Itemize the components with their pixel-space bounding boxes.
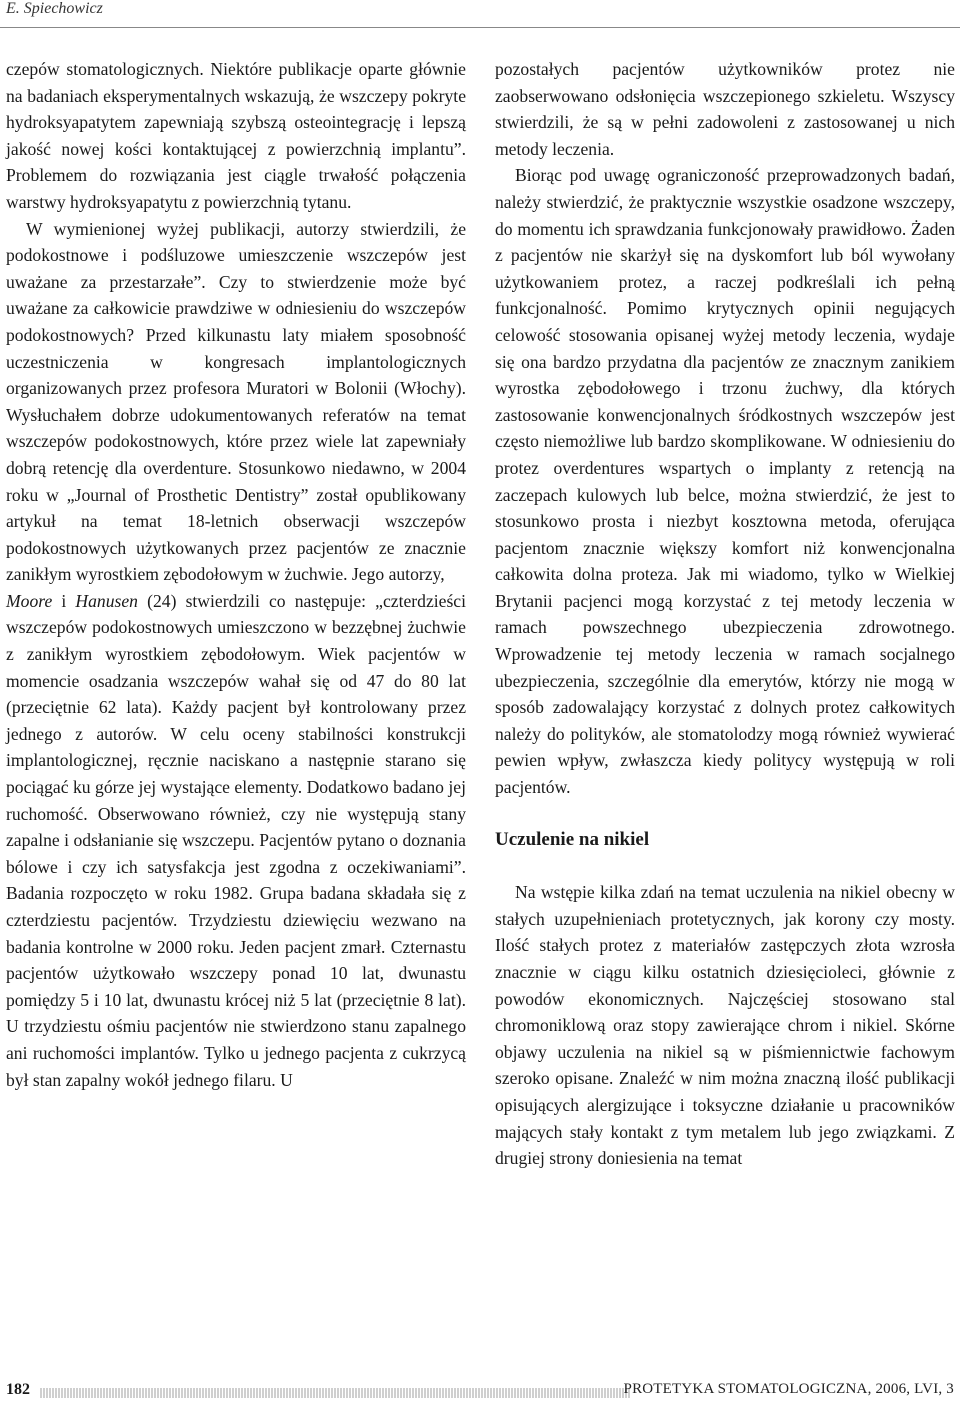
right-column	[495, 56, 955, 1172]
section-heading: Uczulenie na nikiel	[495, 828, 650, 850]
left-paragraph-1: czepów stomatologicznych. Niektóre publikacje oparte głównie na badaniach eksperymentalnych wskazują, że wszczepy pokryte hydroksyapatytem zapewniają szybszą osteointegrację i lepszą jakość nowej kości kontaktującej z powierzchnią implantu”. Problemem do rozwiązania jest ciągle trwałość połączenia warstwy hydroksyapatytu z powierzchnią tytanu.	[6, 59, 466, 212]
right-paragraph-1: pozostałych pacjentów użytkowników protez nie zaobserwowano odsłonięcia wszczepionego szkieletu. Wszyscy stwierdzili, że są w pełni zadowoleni z zastosowanej u nich metody leczenia.	[495, 59, 955, 159]
left-paragraph-2-continuation: (24) stwierdzili co następuje: „czterdzieści wszczepów podokostnowych umieszczono w bezzębnej żuchwie z zanikłym wyrostkiem zębodołowym. Wiek pacjentów w momencie osadzania wszczepów wahał się od 47 do 80 lat (przeciętnie 62 lata). Każdy pacjent był kontrolowany przez jednego z autorów. W celu oceny stabilności konstrukcji implantologicznej, ręcznie naciskano a następnie starano się pociągać ku górze jej wystające elementy. Dodatkowo badano jej ruchomość. Obserwowano również, czy nie występują stany zapalne i odsłanianie się wszczepu. Pacjentów pytano o doznania bólowe i czy ich satysfakcja jest zgodna z oczekiwaniami”. Badania rozpoczęto w roku 1982. Grupa badana składała się z czterdziestu pacjentów. Trzydziestu dziewięciu wezwano na badania kontrolne w 2000 roku. Jeden pacjent zmarł. Czternastu pacjentów użytkowało wszczepy ponad 10 lat, dwunastu pomiędzy 5 i 10 lat, dwunastu krócej niż 5 lat (przeciętnie 8 lat). U trzydziestu ośmiu pacjentów nie stwierdzono stanu zapalnego ani ruchomości implantów. Tylko u jednego pacjenta z cukrzycą był stan zapalny wokół jednego filaru. U	[6, 590, 466, 1090]
author-moore: Moore	[6, 590, 53, 611]
section-paragraph: Na wstępie kilka zdań na temat uczulenia na nikiel obecny w stałych uzupełnieniach protetycznych, jak korony czy mosty. Ilość stałych protez z materiałów zastępczych złota wzrosła znacznie w ciągu kilku ostatnich dziesięcioleci, głównie z powodów ekonomicznych. Najczęściej stosowano stal chromoniklową oraz stopy zawierające chrom i nikiel. Skórne objawy uczulenia na nikiel są w piśmiennictwie fachowym szeroko opisane. Znaleźć w nim można znaczną ilość publikacji opisujących alergizujące i toksyczne działanie u pracowników mających stały kontakt z tym metalem lub jego związkami. Z drugiej strony doniesienia na temat	[495, 882, 955, 1169]
author-conjunction: i	[52, 590, 76, 611]
left-paragraph-2-text: W wymienionej wyżej publikacji, autorzy stwierdzili, że podokostnowe i podśluzowe umieszczenie wszczepów jest uważane za przestarzałe”. Czy to stwierdzenie może być uważane za całkowicie prawdziwe w odniesieniu do wszczepów podokostnowych? Przed kilkunastu laty miałem sposobność uczestniczenia w kongresach implantologicznych organizowanych przez profesora Muratori w Bolonii (Włochy). Wysłuchałem dobrze udokumentowanych referatów na temat wszczepów podokostnowych, które przez wiele lat zapewniały dobrą retencję dla overdenture. Stosunkowo niedawno, w 2004 roku w „Journal of Prosthetic Dentistry” został opublikowany artykuł na temat 18-letnich obserwacji wszczepów podokostnowych użytkowanych przez pacjentów ze znacznie zanikłym wyrostkiem zębodołowym w żuchwie. Jego autorzy,	[6, 218, 466, 585]
left-column	[6, 56, 466, 1093]
right-paragraph-2: Biorąc pod uwagę ograniczoność przeprowadzonych badań, należy stwierdzić, że praktycznie wszystkie osadzone wszczepy, do momentu ich sprawdzania funkcjonowały prawidłowo. Żaden z pacjentów nie skarżył się na dyskomfort lub ból wywołany użytkowaniem protez, a raczej podkreślali ich pełną funkcjonalność. Pomimo krytycznych opinii negujących celowość stosowania opisanej wyżej metody leczenia, wydaje się ona bardzo przydatna dla pacjentów ze znacznym zanikiem wyrostka zębodołowego i trzonu żuchwy, dla których zastosowanie konwencjonalnych śródkostnych wszczepów jest często niemożliwe lub bardzo skomplikowane. W odniesieniu do protez overdentures wspartych o implanty z retencją na zaczepach kulowych lub belce, można stwierdzić, że jest to stosunkowo prosta i niezbyt kosztowna metoda, oferująca pacjentom znacznie większy komfort niż konwencjonalna całkowita dolna proteza. Jak mi wiadomo, tylko w Wielkiej Brytanii pacjenci mogą korzystać z tej metody leczenia w ramach powszechnego ubezpieczenia zdrowotnego. Wprowadzenie tej metody leczenia w ramach socjalnego ubezpieczenia, szczególnie dla emerytów, którzy nie mogą w sposób zadowalający korzystać z dolnych protez całkowitych należy do polityków, ale stomatolodzy mogą również wywierać pewien wpływ, zwłaszcza kiedy politycy występują w roli pacjentów.	[495, 165, 955, 798]
journal-citation: PROTETYKA STOMATOLOGICZNA, 2006, LVI, 3	[623, 1381, 954, 1397]
page-number: 182	[6, 1381, 30, 1398]
author-hanusen: Hanusen	[75, 590, 138, 611]
page-footer	[0, 1376, 960, 1401]
footer-decorative-bar	[40, 1388, 630, 1398]
left-paragraph-2	[6, 216, 466, 1094]
running-head-author: E. Spiechowicz	[6, 0, 103, 17]
header-rule	[0, 27, 960, 28]
